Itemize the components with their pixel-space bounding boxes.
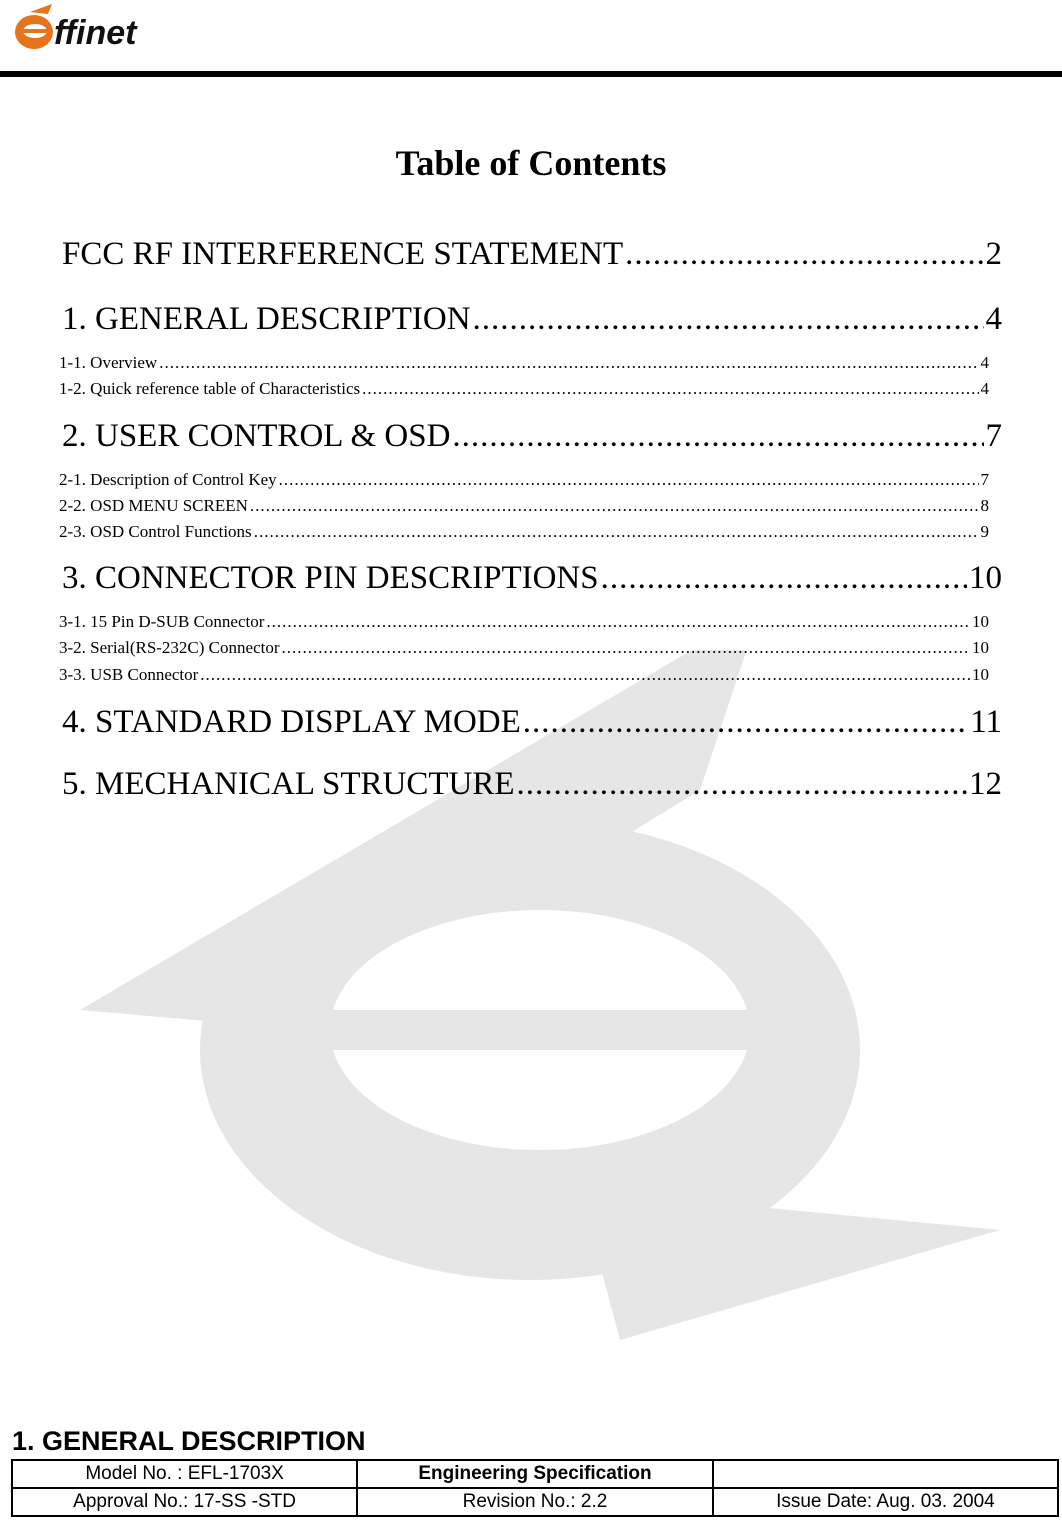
footer-row <box>12 1460 1058 1488</box>
page-header <box>0 0 1062 80</box>
toc-leader <box>200 663 970 687</box>
toc-entry-title: 3-2. Serial(RS-232C) Connector <box>59 638 280 657</box>
toc-entry-title: 3-3. USB Connector <box>59 665 199 684</box>
toc-leader <box>523 700 968 744</box>
toc-entry-page: 7 <box>980 470 989 489</box>
toc-entry[interactable] <box>62 232 1002 276</box>
toc-subentry[interactable] <box>59 520 989 544</box>
footer-row <box>12 1488 1058 1516</box>
toc-entry-page: 4 <box>985 301 1002 337</box>
logo-e-icon <box>15 4 53 49</box>
footer-info-table <box>11 1459 1059 1517</box>
toc-subentry[interactable] <box>59 663 989 687</box>
toc-leader <box>266 610 970 634</box>
toc-entry-title: 3-1. 15 Pin D-SUB Connector <box>59 612 265 631</box>
footer-section-heading: 1. GENERAL DESCRIPTION <box>12 1426 366 1456</box>
toc-entry-page: 4 <box>980 353 989 372</box>
toc-entry-page: 2 <box>985 236 1002 272</box>
toc-entry-page: 9 <box>980 522 989 541</box>
effinet-logo <box>12 2 182 60</box>
toc-entry-page: 4 <box>980 379 989 398</box>
model-no-cell: Model No. : EFL-1703X <box>12 1460 357 1488</box>
toc-subentry[interactable] <box>59 636 989 660</box>
toc-entry-title: 4. STANDARD DISPLAY MODE <box>62 704 521 740</box>
toc-leader <box>601 556 967 600</box>
toc-entry[interactable] <box>62 700 1002 744</box>
toc-leader <box>254 520 979 544</box>
doc-type-cell: Engineering Specification <box>357 1460 713 1488</box>
toc-entry[interactable] <box>62 556 1002 600</box>
toc-entry-title: 2. USER CONTROL & OSD <box>62 418 451 454</box>
toc-entry-title: 1-2. Quick reference table of Characteristics <box>59 379 361 398</box>
toc-entry-title: 1-1. Overview <box>59 353 158 372</box>
toc-entry-title: 1. GENERAL DESCRIPTION <box>62 301 471 337</box>
header-rule <box>0 71 1062 77</box>
toc-leader <box>282 636 971 660</box>
toc-entry-title: 2-1. Description of Control Key <box>59 470 277 489</box>
approval-no-cell: Approval No.: 17-SS -STD <box>12 1488 357 1516</box>
toc-subentry[interactable] <box>59 610 989 634</box>
toc-leader <box>159 351 978 375</box>
logo-wordmark: ffinet <box>54 14 137 52</box>
toc-entry-page: 10 <box>969 560 1002 596</box>
toc-leader <box>250 494 979 518</box>
toc-subentry[interactable] <box>59 468 989 492</box>
toc-entry-page: 12 <box>969 766 1002 802</box>
toc-leader <box>452 414 983 458</box>
toc-leader <box>473 297 984 341</box>
toc-entry[interactable] <box>62 297 1002 341</box>
effinet-watermark <box>60 650 1020 1350</box>
toc-leader <box>625 232 983 276</box>
toc-entry-page: 10 <box>972 612 989 631</box>
toc-entry-page: 7 <box>985 418 1002 454</box>
toc-leader <box>517 762 967 806</box>
toc-entry-title: FCC RF INTERFERENCE STATEMENT <box>62 236 624 272</box>
issue-date-cell: Issue Date: Aug. 03. 2004 <box>713 1488 1058 1516</box>
toc-entry-page: 8 <box>980 496 989 515</box>
toc-subentry[interactable] <box>59 377 989 401</box>
toc-entry-page: 11 <box>970 704 1002 740</box>
toc-entry-title: 2-2. OSD MENU SCREEN <box>59 496 248 515</box>
toc-leader <box>279 468 979 492</box>
toc-entry-title: 3. CONNECTOR PIN DESCRIPTIONS <box>62 560 599 596</box>
toc-entry[interactable] <box>62 762 1002 806</box>
toc-leader <box>362 377 978 401</box>
toc-entry-title: 2-3. OSD Control Functions <box>59 522 252 541</box>
page-title: Table of Contents <box>395 143 667 183</box>
toc-subentry[interactable] <box>59 494 989 518</box>
toc-subentry[interactable] <box>59 351 989 375</box>
toc-entry-title: 5. MECHANICAL STRUCTURE <box>62 766 515 802</box>
toc-entry[interactable] <box>62 414 1002 458</box>
toc-entry-page: 10 <box>972 665 989 684</box>
revision-no-cell: Revision No.: 2.2 <box>357 1488 713 1516</box>
toc-entry-page: 10 <box>972 638 989 657</box>
empty-cell <box>713 1460 1058 1488</box>
